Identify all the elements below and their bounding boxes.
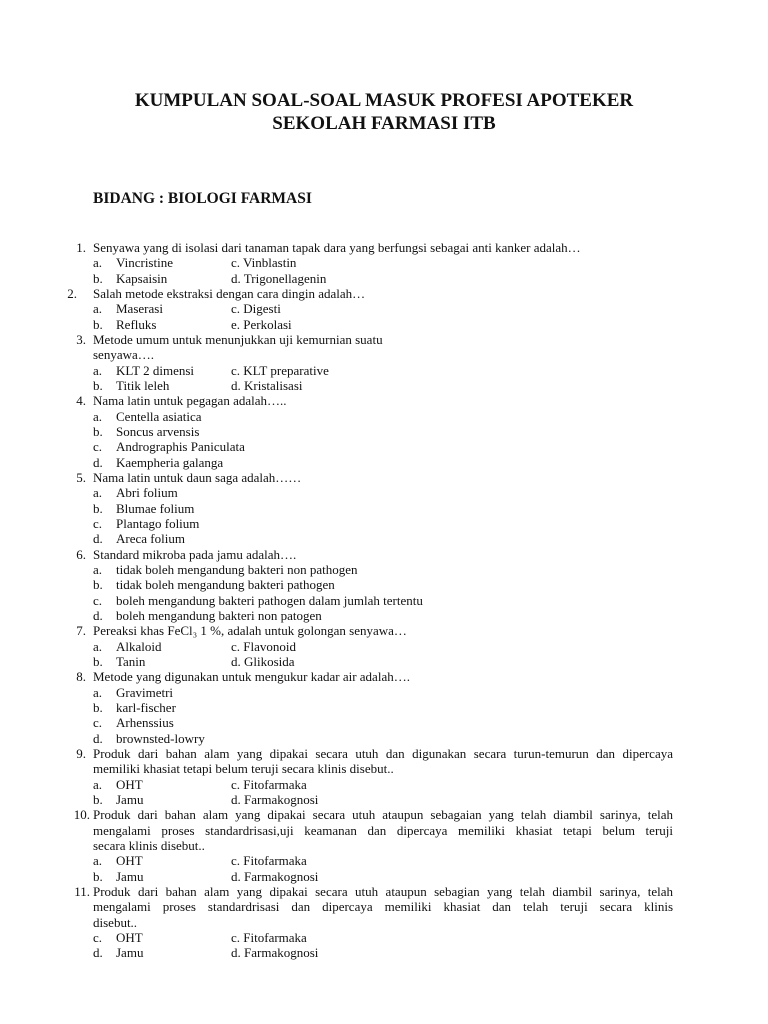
option-letter: b.: [93, 500, 103, 516]
option-text: Kapsaisin: [116, 270, 168, 286]
option-text: boleh mengandung bakteri pathogen dalam jumlah tertentu: [116, 592, 423, 608]
option-letter: a.: [93, 255, 103, 271]
option-text: OHT: [116, 853, 143, 869]
option-letter: b.: [93, 270, 103, 286]
option-letter: a.: [93, 638, 103, 654]
question-text: secara klinis disebut..: [93, 837, 205, 853]
question-number: 10.: [73, 807, 90, 823]
option-text-2: [231, 869, 318, 884]
option-text-2: [231, 255, 296, 270]
section-heading: BIDANG : BIOLOGI FARMASI: [93, 190, 312, 207]
option-text-2: [231, 271, 326, 286]
option-letter: a.: [93, 408, 103, 424]
option-text-2-value: Digesti: [243, 301, 281, 317]
option-letter-2: d.: [231, 270, 241, 286]
option-letter-2: d.: [231, 945, 241, 961]
option-text: brownsted-lowry: [116, 730, 205, 746]
option-letter: d.: [93, 730, 103, 746]
option-text-2-value: Fitofarmaka: [243, 853, 307, 869]
option-text-2: [231, 777, 307, 792]
question-text: Nama latin untuk pegagan adalah…..: [93, 393, 287, 409]
option-text-2-value: Farmakognosi: [244, 945, 319, 961]
option-letter-2: c.: [231, 638, 241, 654]
option-letter: b.: [93, 377, 103, 393]
option-text-2-value: Farmakognosi: [244, 791, 319, 807]
page-subtitle: SEKOLAH FARMASI ITB: [272, 113, 496, 134]
option-text: tidak boleh mengandung bakteri pathogen: [116, 577, 335, 593]
question-number: 3.: [76, 331, 86, 347]
question-text: Salah metode ekstraksi dengan cara dingin adalah…: [93, 285, 366, 301]
option-letter: c.: [93, 929, 103, 945]
option-letter: c.: [93, 715, 103, 731]
option-text: OHT: [116, 776, 143, 792]
question-text: Metode yang digunakan untuk mengukur kadar air adalah….: [93, 669, 410, 685]
option-text: boleh mengandung bakteri non patogen: [116, 607, 322, 623]
option-text: Jamu: [116, 868, 144, 884]
option-text: Abri folium: [116, 485, 178, 501]
question-text: mengalami proses standardrisasi,uji keamanan dan dipercaya memiliki khasiat tetapi belum teruji: [93, 822, 673, 838]
option-text: KLT 2 dimensi: [116, 362, 195, 378]
question-number: 11.: [74, 883, 90, 899]
option-text-2: [231, 930, 307, 945]
question-number: 8.: [76, 669, 86, 685]
option-text-2: [231, 317, 292, 332]
option-letter: a.: [93, 561, 103, 577]
option-letter-2: c.: [231, 362, 241, 378]
option-letter: b.: [93, 577, 103, 593]
option-letter: d.: [93, 531, 103, 547]
option-text: Plantago folium: [116, 515, 200, 531]
option-letter: b.: [93, 423, 103, 439]
option-text-2: [231, 378, 303, 393]
option-letter: a.: [93, 301, 103, 317]
question-number: 5.: [76, 469, 86, 485]
option-text-2: [231, 363, 329, 378]
question-number: 2.: [67, 285, 77, 301]
option-text-2-value: Glikosida: [244, 653, 295, 669]
option-text: Andrographis Paniculata: [116, 439, 245, 455]
question-text: Nama latin untuk daun saga adalah……: [93, 469, 302, 485]
option-text: Titik leleh: [116, 377, 170, 393]
option-letter: c.: [93, 515, 103, 531]
option-text: Centella asiatica: [116, 408, 202, 424]
option-letter-2: d.: [231, 377, 241, 393]
option-text-2: [231, 853, 307, 868]
option-text: Vincristine: [116, 255, 173, 271]
question-text: disebut..: [93, 914, 138, 930]
option-letter: a.: [93, 485, 103, 501]
option-text-2-value: KLT preparative: [243, 362, 329, 378]
question-number: 9.: [76, 745, 86, 761]
option-text: Jamu: [116, 945, 144, 961]
question-text: Produk dari bahan alam yang dipakai secara utuh ataupun sebagaian yang telah diambil sarinya, telah: [93, 807, 673, 823]
option-text-2-value: Fitofarmaka: [243, 929, 307, 945]
question-number: 1.: [76, 240, 86, 255]
option-text-2: [231, 654, 295, 669]
option-text-2-value: Vinblastin: [243, 255, 297, 271]
question-text: memiliki khasiat tetapi belum teruji secara klinis disebut..: [93, 761, 394, 777]
question-text: Pereaksi khas FeCl₃ 1 %, adalah untuk golongan senyawa…: [93, 623, 407, 639]
option-letter: c.: [93, 439, 103, 455]
option-letter-2: d.: [231, 791, 241, 807]
option-text-2-value: Fitofarmaka: [243, 776, 307, 792]
question-text: Produk dari bahan alam yang dipakai secara utuh ataupun sebagian yang telah diambil sarinya, telah: [93, 883, 673, 899]
option-text-2-value: Farmakognosi: [244, 868, 319, 884]
question-text: Senyawa yang di isolasi dari tanaman tapak dara yang berfungsi sebagai anti kanker adalah…: [93, 240, 581, 255]
option-text: Alkaloid: [116, 638, 162, 654]
question-text: Metode umum untuk menunjukkan uji kemurnian suatu: [93, 331, 383, 347]
option-text: Maserasi: [116, 301, 163, 317]
question-number: 6.: [76, 546, 86, 562]
option-text: OHT: [116, 929, 143, 945]
option-text: Areca folium: [116, 531, 185, 547]
option-letter-2: e.: [231, 316, 241, 332]
option-letter: a.: [93, 684, 103, 700]
page-title: KUMPULAN SOAL-SOAL MASUK PROFESI APOTEKER: [134, 90, 634, 111]
question-text: Standard mikroba pada jamu adalah….: [93, 546, 297, 562]
option-letter-2: c.: [231, 929, 241, 945]
question-text: mengalami proses standardrisasi dan dipercaya memiliki khasiat dan telah teruji secara klinis: [93, 899, 673, 915]
option-letter: b.: [93, 699, 103, 715]
option-letter: a.: [93, 362, 103, 378]
option-letter-2: c.: [231, 853, 241, 869]
question-number: 7.: [76, 623, 86, 639]
option-text-2-value: Kristalisasi: [244, 377, 303, 393]
option-text: Tanin: [116, 653, 146, 669]
option-text: Jamu: [116, 791, 144, 807]
option-text: Refluks: [116, 316, 157, 332]
option-letter: d.: [93, 945, 103, 961]
option-text: Blumae folium: [116, 500, 195, 516]
option-letter: b.: [93, 868, 103, 884]
option-text-2: [231, 301, 281, 316]
option-text: Gravimetri: [116, 684, 174, 700]
option-letter: a.: [93, 776, 103, 792]
question-number: 4.: [76, 393, 86, 409]
option-text: tidak boleh mengandung bakteri non pathogen: [116, 561, 358, 577]
option-letter-2: c.: [231, 255, 241, 271]
question-text: Produk dari bahan alam yang dipakai secara utuh dan digunakan secara turun-temurun dan dipercaya: [93, 745, 673, 761]
option-letter-2: c.: [231, 301, 241, 317]
option-letter: d.: [93, 607, 103, 623]
option-letter: a.: [93, 853, 103, 869]
option-letter: b.: [93, 316, 103, 332]
question-text: senyawa….: [93, 347, 155, 363]
option-letter: d.: [93, 454, 103, 470]
option-letter: b.: [93, 653, 103, 669]
option-letter-2: d.: [231, 868, 241, 884]
option-letter-2: c.: [231, 776, 241, 792]
option-text-2: [231, 639, 296, 654]
option-letter-2: d.: [231, 653, 241, 669]
option-text-2: [231, 792, 318, 807]
option-text: Soncus arvensis: [116, 423, 200, 439]
option-letter: b.: [93, 791, 103, 807]
option-text: Arhenssius: [116, 715, 174, 731]
option-text: Kaempheria galanga: [116, 454, 224, 470]
option-text: karl-fischer: [116, 699, 176, 715]
option-text-2-value: Perkolasi: [243, 316, 292, 332]
option-letter: c.: [93, 592, 103, 608]
option-text-2: [231, 945, 318, 960]
option-text-2-value: Flavonoid: [243, 638, 297, 654]
option-text-2-value: Trigonellagenin: [243, 270, 327, 286]
